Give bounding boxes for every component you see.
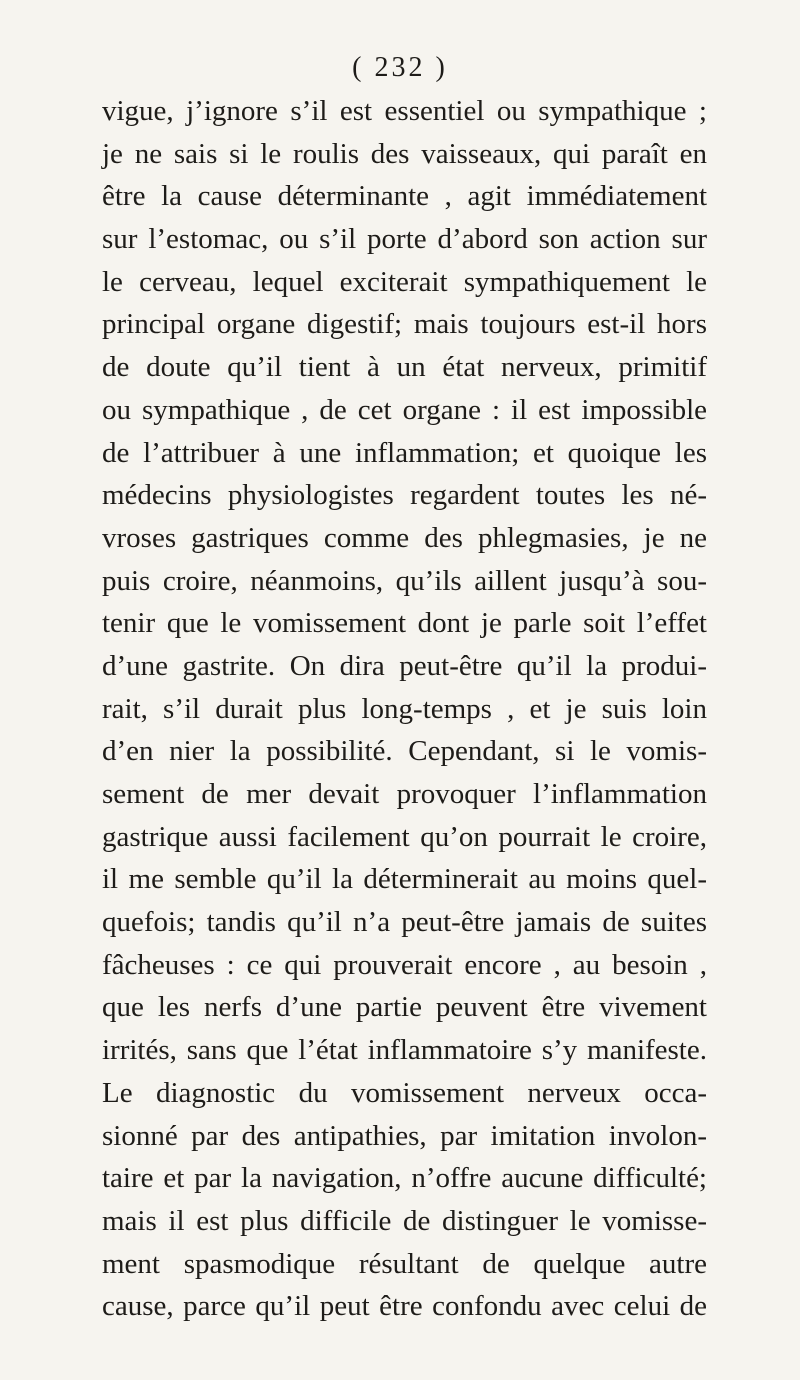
body-text bbox=[102, 90, 707, 1328]
text-line: sur l’estomac, ou s’il porte d’abord son action sur bbox=[102, 223, 707, 256]
text-line: vigue, j’ignore s’il est essentiel ou sympathique ; bbox=[102, 95, 707, 127]
text-line: d’une gastrite. On dira peut-être qu’il la produi- bbox=[102, 649, 707, 682]
text-line: de l’attribuer à une inflammation; et quoique les bbox=[102, 436, 707, 469]
text-line: sement de mer devait provoquer l’inflammation bbox=[102, 778, 707, 810]
text-line: médecins physiologistes regardent toutes les né- bbox=[102, 479, 707, 512]
text-line: tenir que le vomissement dont je parle soit l’effet bbox=[102, 607, 707, 640]
text-line: taire et par la navigation, n’offre aucune difficulté; bbox=[102, 1162, 707, 1195]
text-line: que les nerfs d’une partie peuvent être vivement bbox=[102, 991, 707, 1024]
text-line: quefois; tandis qu’il n’a peut-être jamais de suites bbox=[102, 906, 707, 939]
text-line: le cerveau, lequel exciterait sympathiquement le bbox=[102, 265, 707, 298]
text-line: irrités, sans que l’état inflammatoire s’y manifeste. bbox=[102, 1034, 707, 1067]
text-line: ou sympathique , de cet organe : il est impossible bbox=[102, 393, 707, 426]
text-line: de doute qu’il tient à un état nerveux, primitif bbox=[102, 351, 707, 384]
text-line: principal organe digestif; mais toujours est-il hors bbox=[102, 308, 707, 341]
text-line: vroses gastriques comme des phlegmasies, je ne bbox=[102, 521, 707, 554]
text-line: être la cause déterminante , agit immédiatement bbox=[102, 180, 707, 213]
text-line: ment spasmodique résultant de quelque autre bbox=[102, 1247, 707, 1280]
text-line: d’en nier la possibilité. Cependant, si le vomis- bbox=[102, 735, 707, 768]
text-line: cause, parce qu’il peut être confondu avec celui de bbox=[102, 1290, 707, 1323]
text-line: gastrique aussi facilement qu’on pourrait le croire, bbox=[102, 820, 707, 853]
text-line: Le diagnostic du vomissement nerveux occa- bbox=[102, 1076, 707, 1109]
text-line: fâcheuses : ce qui prouverait encore , au besoin , bbox=[102, 948, 707, 981]
text-line: sionné par des antipathies, par imitation involon- bbox=[102, 1119, 707, 1152]
text-line: il me semble qu’il la déterminerait au moins quel- bbox=[102, 863, 707, 896]
text-line: mais il est plus difficile de distinguer le vomisse- bbox=[102, 1204, 707, 1237]
text-line: puis croire, néanmoins, qu’ils aillent jusqu’à sou- bbox=[102, 564, 707, 597]
text-line: rait, s’il durait plus long-temps , et je suis loin bbox=[102, 692, 707, 725]
page-number: ( 232 ) bbox=[352, 52, 448, 83]
text-line: je ne sais si le roulis des vaisseaux, qui paraît en bbox=[102, 137, 707, 170]
